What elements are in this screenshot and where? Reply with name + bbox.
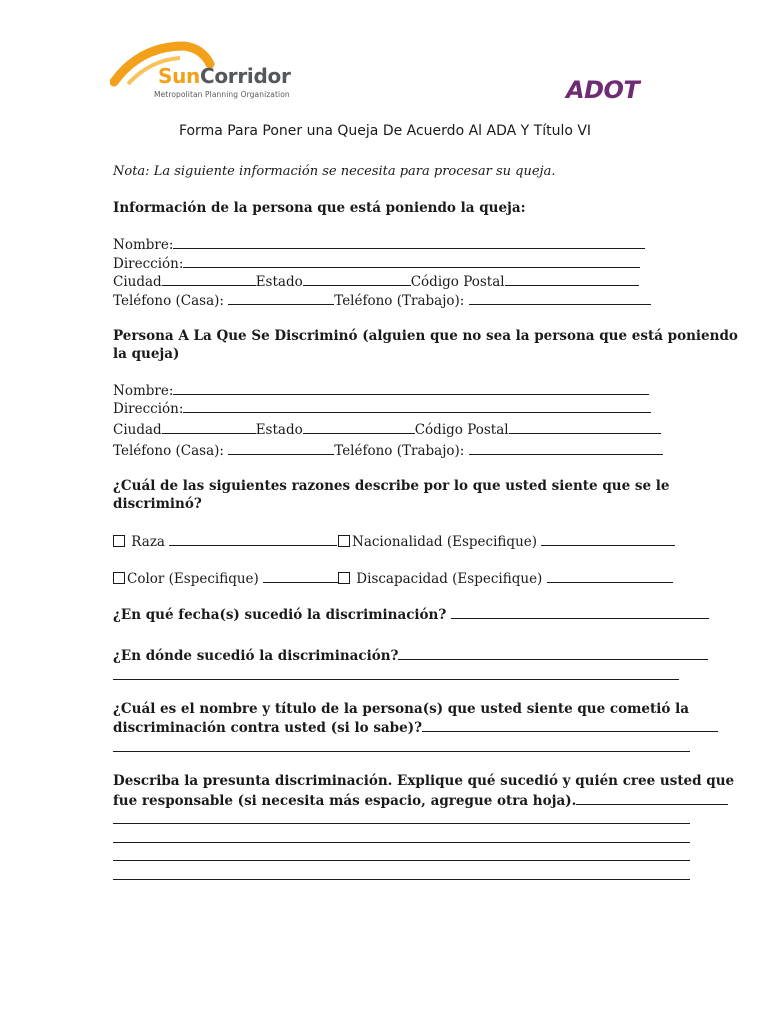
victim-city-label: Ciudad bbox=[113, 422, 162, 438]
race-checkbox[interactable] bbox=[113, 535, 125, 547]
victim-address-label: Dirección: bbox=[113, 401, 184, 417]
complainant-state-field[interactable] bbox=[303, 273, 411, 286]
complainant-name-row bbox=[113, 236, 645, 253]
date-question: ¿En qué fecha(s) sucedió la discriminación? bbox=[113, 607, 447, 623]
form-note: Nota: La siguiente información se necesita para procesar su queja. bbox=[113, 164, 556, 179]
complainant-work-phone-field[interactable] bbox=[469, 292, 651, 305]
complainant-zip-field[interactable] bbox=[505, 273, 639, 286]
victim-heading-line1: Persona A La Que Se Discriminó (alguien que no sea la persona que está poniendo bbox=[113, 328, 738, 344]
color-checkbox[interactable] bbox=[113, 572, 125, 584]
describe-question-row bbox=[113, 792, 728, 809]
describe-question-line1: Describa la presunta discriminación. Explique qué sucedió y quién cree usted que bbox=[113, 773, 735, 789]
complainant-city-field[interactable] bbox=[162, 273, 256, 286]
victim-city-field[interactable] bbox=[162, 421, 256, 434]
suncorridor-wordmark: SunCorridor bbox=[158, 64, 291, 88]
complainant-zip-label: Código Postal bbox=[410, 274, 505, 290]
form-title: Forma Para Poner una Queja De Acuerdo Al ADA Y Título VI bbox=[178, 123, 592, 139]
offender-question-line1: ¿Cuál es el nombre y título de la persona(s) que usted siente que cometió la bbox=[113, 701, 689, 717]
where-field[interactable] bbox=[398, 647, 708, 660]
complainant-address-row bbox=[113, 255, 640, 272]
suncorridor-logo bbox=[110, 38, 291, 104]
offender-field[interactable] bbox=[422, 719, 718, 732]
disability-checkbox[interactable] bbox=[338, 572, 350, 584]
reason-question-line1: ¿Cuál de las siguientes razones describe por lo que usted siente que se le bbox=[113, 478, 670, 494]
complainant-home-phone-field[interactable] bbox=[228, 292, 334, 305]
victim-heading-line2: la queja) bbox=[113, 346, 180, 362]
where-question: ¿En dónde sucedió la discriminación? bbox=[113, 648, 399, 664]
reason-color-option bbox=[113, 570, 339, 587]
complainant-work-phone-label: Teléfono (Trabajo): bbox=[334, 293, 465, 309]
color-label: Color (Especifique) bbox=[127, 571, 259, 587]
describe-line-3[interactable] bbox=[113, 860, 690, 861]
complainant-address-label: Dirección: bbox=[113, 256, 184, 272]
date-question-row bbox=[113, 606, 709, 623]
complainant-name-label: Nombre: bbox=[113, 237, 174, 253]
disability-label: Discapacidad (Especifique) bbox=[356, 571, 543, 587]
victim-phone-row bbox=[113, 442, 663, 459]
victim-home-phone-field[interactable] bbox=[228, 442, 334, 455]
complainant-city-label: Ciudad bbox=[113, 274, 162, 290]
victim-zip-field[interactable] bbox=[509, 421, 661, 434]
victim-state-field[interactable] bbox=[303, 421, 415, 434]
victim-state-label: Estado bbox=[255, 422, 303, 438]
describe-field[interactable] bbox=[576, 792, 728, 805]
suncorridor-subtitle: Metropolitan Planning Organization bbox=[154, 90, 290, 99]
race-label: Raza bbox=[131, 534, 165, 550]
adot-logo: ADOT bbox=[566, 76, 640, 104]
complainant-address-field[interactable] bbox=[183, 255, 640, 268]
color-field[interactable] bbox=[263, 570, 339, 583]
where-field-line2[interactable] bbox=[113, 679, 679, 680]
nationality-checkbox[interactable] bbox=[338, 535, 350, 547]
offender-question-line2: discriminación contra usted (si lo sabe)? bbox=[113, 720, 423, 736]
complainant-phone-row bbox=[113, 292, 651, 309]
victim-zip-label: Código Postal bbox=[414, 422, 509, 438]
offender-question-row bbox=[113, 719, 718, 736]
victim-name-field[interactable] bbox=[173, 382, 649, 395]
reason-race-option bbox=[113, 533, 337, 550]
victim-name-row bbox=[113, 382, 649, 399]
reason-nationality-option bbox=[338, 533, 675, 550]
complainant-state-label: Estado bbox=[255, 274, 303, 290]
describe-question-line2: fue responsable (si necesita más espacio, agregue otra hoja). bbox=[113, 793, 577, 809]
complainant-heading: Información de la persona que está poniendo la queja: bbox=[113, 200, 526, 216]
nationality-label: Nacionalidad (Especifique) bbox=[352, 534, 538, 550]
describe-line-4[interactable] bbox=[113, 879, 690, 880]
victim-address-field[interactable] bbox=[183, 400, 651, 413]
race-field[interactable] bbox=[169, 533, 337, 546]
describe-line-2[interactable] bbox=[113, 842, 690, 843]
nationality-field[interactable] bbox=[541, 533, 675, 546]
victim-name-label: Nombre: bbox=[113, 383, 174, 399]
reason-disability-option bbox=[338, 570, 673, 587]
victim-work-phone-field[interactable] bbox=[469, 442, 663, 455]
complainant-name-field[interactable] bbox=[173, 236, 645, 249]
complainant-home-phone-label: Teléfono (Casa): bbox=[113, 293, 224, 309]
offender-field-line2[interactable] bbox=[113, 751, 690, 752]
victim-work-phone-label: Teléfono (Trabajo): bbox=[334, 443, 465, 459]
date-field[interactable] bbox=[451, 606, 709, 619]
where-question-row bbox=[113, 647, 708, 664]
victim-address-row bbox=[113, 400, 651, 417]
describe-line-1[interactable] bbox=[113, 823, 690, 824]
victim-city-row bbox=[113, 421, 661, 438]
reason-question-line2: discriminó? bbox=[113, 496, 202, 512]
complainant-city-row bbox=[113, 273, 639, 290]
victim-home-phone-label: Teléfono (Casa): bbox=[113, 443, 224, 459]
disability-field[interactable] bbox=[547, 570, 673, 583]
